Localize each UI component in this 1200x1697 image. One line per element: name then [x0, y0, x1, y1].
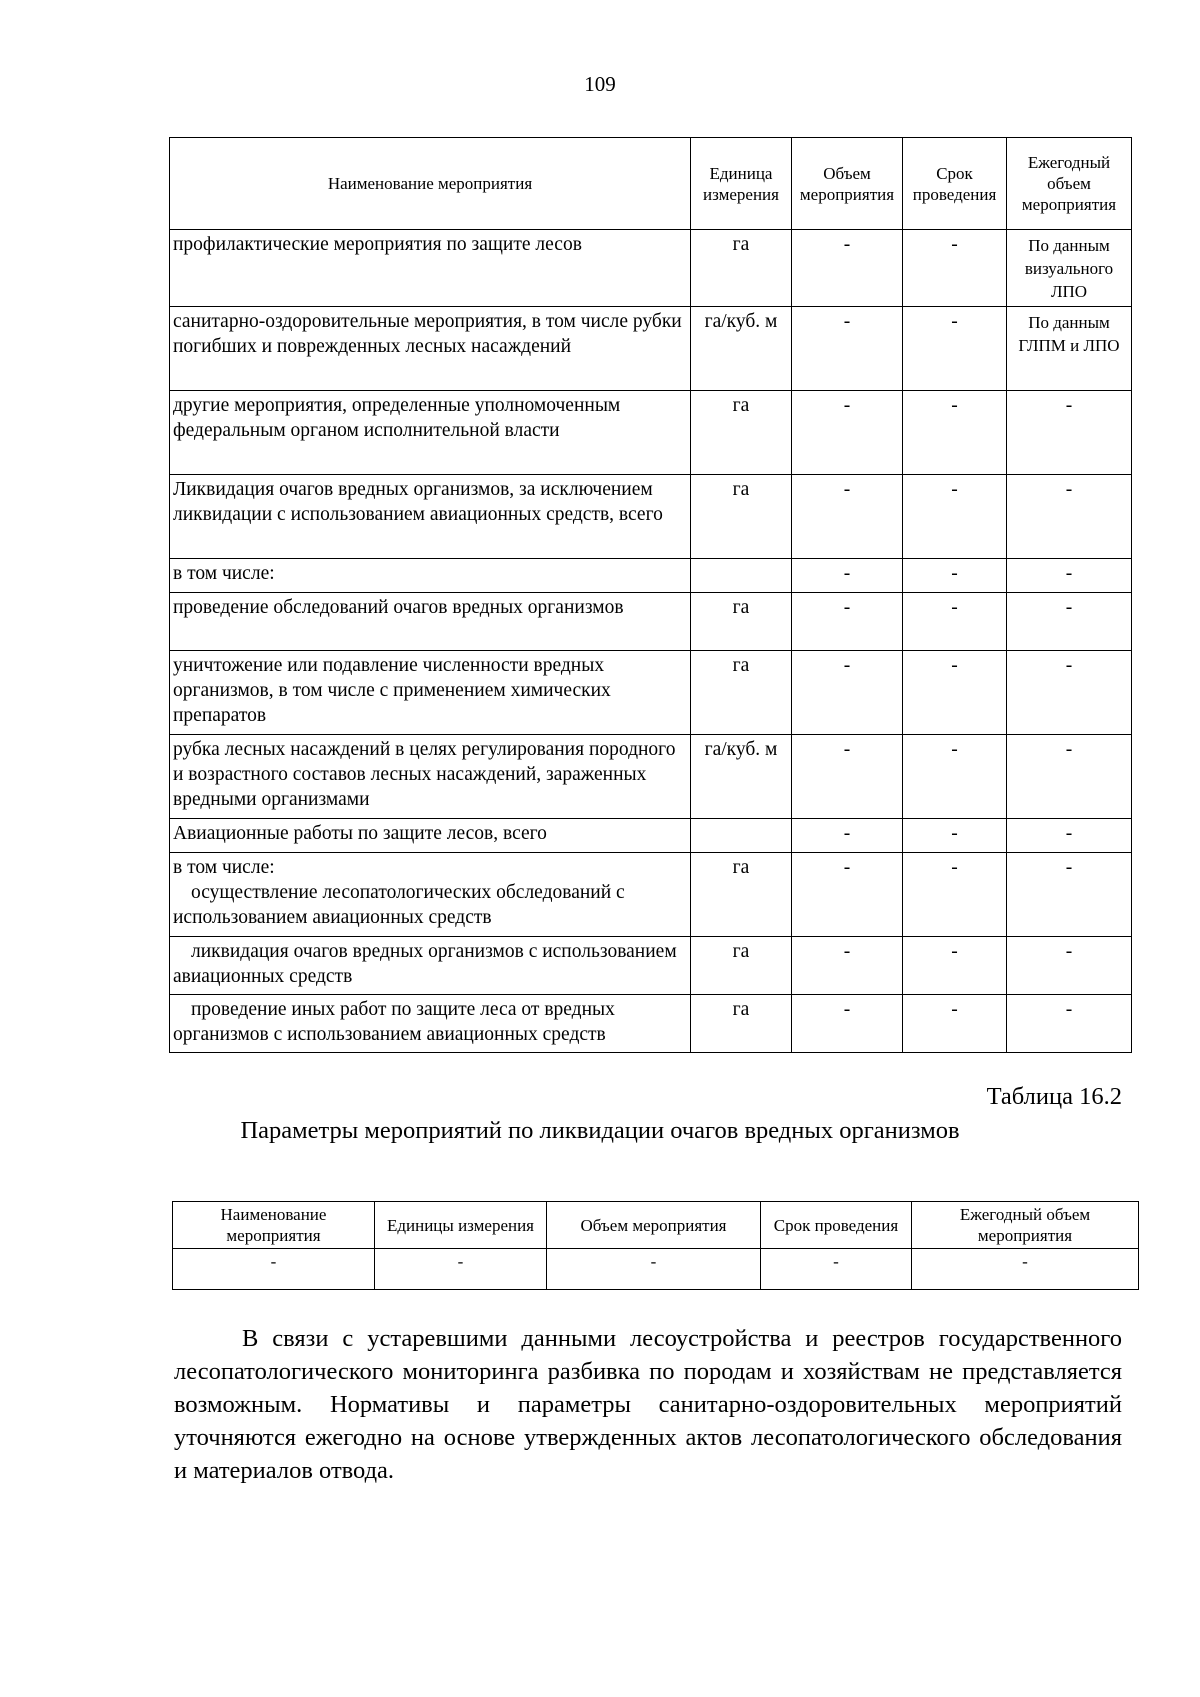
header-annual: Ежегодный объем мероприятия [912, 1202, 1139, 1249]
row-unit: га [691, 475, 792, 559]
table-row [170, 559, 1132, 593]
row-volume: - [792, 995, 903, 1053]
cell-name: - [173, 1249, 375, 1290]
row-volume: - [792, 391, 903, 475]
body-paragraph [174, 1322, 1122, 1487]
row-term: - [903, 937, 1007, 995]
table-row [173, 1249, 1139, 1290]
row-unit: га [691, 391, 792, 475]
row-unit [691, 819, 792, 853]
table-row [170, 475, 1132, 559]
row-volume: - [792, 937, 903, 995]
row-term: - [903, 230, 1007, 307]
header-term: Срок проведения [761, 1202, 912, 1249]
row-name: проведение иных работ по защите леса от вредных организмов с использованием авиационных средств [170, 995, 691, 1053]
header-name: Наименование мероприятия [173, 1202, 375, 1249]
table-row [170, 995, 1132, 1053]
row-annual: - [1007, 819, 1132, 853]
table-row [170, 735, 1132, 819]
row-unit: га [691, 853, 792, 937]
row-term: - [903, 995, 1007, 1053]
row-annual: По данным визуального ЛПО [1007, 230, 1132, 307]
table-row [170, 307, 1132, 391]
row-name: профилактические мероприятия по защите лесов [170, 230, 691, 307]
parameters-table [172, 1201, 1139, 1290]
row-annual: - [1007, 391, 1132, 475]
header-volume: Объем мероприятия [547, 1202, 761, 1249]
cell-volume: - [547, 1249, 761, 1290]
row-unit: га [691, 230, 792, 307]
row-annual: - [1007, 853, 1132, 937]
header-name: Наименование мероприятия [170, 138, 691, 230]
row-name: уничтожение или подавление численности вредных организмов, в том числе с применением химических препаратов [170, 651, 691, 735]
header-unit: Единицы измерения [375, 1202, 547, 1249]
row-volume: - [792, 475, 903, 559]
row-volume: - [792, 593, 903, 651]
table-caption-title: Параметры мероприятий по ликвидации очагов вредных организмов [240, 1117, 960, 1144]
row-unit: га [691, 651, 792, 735]
cell-unit: - [375, 1249, 547, 1290]
row-annual: - [1007, 937, 1132, 995]
row-term: - [903, 559, 1007, 593]
table-row [170, 937, 1132, 995]
row-annual: - [1007, 593, 1132, 651]
row-term: - [903, 475, 1007, 559]
table-row [170, 651, 1132, 735]
row-volume: - [792, 853, 903, 937]
table-row [170, 593, 1132, 651]
row-name: ликвидация очагов вредных организмов с использованием авиационных средств [170, 937, 691, 995]
row-name-prefix: в том числе: [173, 857, 275, 878]
row-name: в том числе: [170, 559, 691, 593]
row-name: осуществление лесопатологических обследований с использованием авиационных средств [173, 882, 625, 928]
header-annual: Ежегодный объем мероприятия [1007, 138, 1132, 230]
row-name: Ликвидация очагов вредных организмов, за исключением ликвидации с использованием авиационных средств, всего [170, 475, 691, 559]
row-term: - [903, 735, 1007, 819]
cell-annual: - [912, 1249, 1139, 1290]
row-term: - [903, 391, 1007, 475]
row-unit: га [691, 995, 792, 1053]
row-name: Авиационные работы по защите лесов, всего [170, 819, 691, 853]
table-row [170, 230, 1132, 307]
header-volume: Объем мероприятия [792, 138, 903, 230]
activities-table [169, 137, 1132, 1053]
row-volume: - [792, 651, 903, 735]
row-volume: - [792, 307, 903, 391]
table-caption-number: Таблица 16.2 [986, 1083, 1122, 1110]
row-name: санитарно-оздоровительные мероприятия, в том числе рубки погибших и поврежденных лесных насаждений [170, 307, 691, 391]
row-volume: - [792, 559, 903, 593]
row-volume: - [792, 819, 903, 853]
row-unit: га [691, 593, 792, 651]
row-unit: га [691, 937, 792, 995]
table-row [170, 391, 1132, 475]
table-row [170, 853, 1132, 937]
row-volume: - [792, 735, 903, 819]
row-name: проведение обследований очагов вредных организмов [170, 593, 691, 651]
row-annual: - [1007, 559, 1132, 593]
cell-term: - [761, 1249, 912, 1290]
row-unit: га/куб. м [691, 735, 792, 819]
page-number: 109 [584, 72, 616, 96]
row-term: - [903, 307, 1007, 391]
row-volume: - [792, 230, 903, 307]
table-header-row [173, 1202, 1139, 1249]
row-unit [691, 559, 792, 593]
row-annual: - [1007, 475, 1132, 559]
header-term: Срок проведения [903, 138, 1007, 230]
row-annual: По данным ГЛПМ и ЛПО [1007, 307, 1132, 391]
row-name: рубка лесных насаждений в целях регулирования породного и возрастного составов лесных насаждений, зараженных вредными организмами [170, 735, 691, 819]
table-header-row [170, 138, 1132, 230]
paragraph-text: В связи с устаревшими данными лесоустройства и реестров государственного лесопатологического мониторинга разбивка по породам и хозяйствам не представляется возможным. Нормативы и параметры санитарно-оздоровительных мероприятий уточняются ежегодно на основе утвержденных актов лесопатологического обследования и материалов отвода. [174, 1325, 1122, 1484]
table-row [170, 819, 1132, 853]
row-term: - [903, 593, 1007, 651]
row-term: - [903, 819, 1007, 853]
row-annual: - [1007, 735, 1132, 819]
row-term: - [903, 853, 1007, 937]
row-unit: га/куб. м [691, 307, 792, 391]
row-term: - [903, 651, 1007, 735]
row-annual: - [1007, 995, 1132, 1053]
row-name-cell [170, 853, 691, 937]
row-annual: - [1007, 651, 1132, 735]
header-unit: Единица измерения [691, 138, 792, 230]
row-name: другие мероприятия, определенные уполномоченным федеральным органом исполнительной власти [170, 391, 691, 475]
